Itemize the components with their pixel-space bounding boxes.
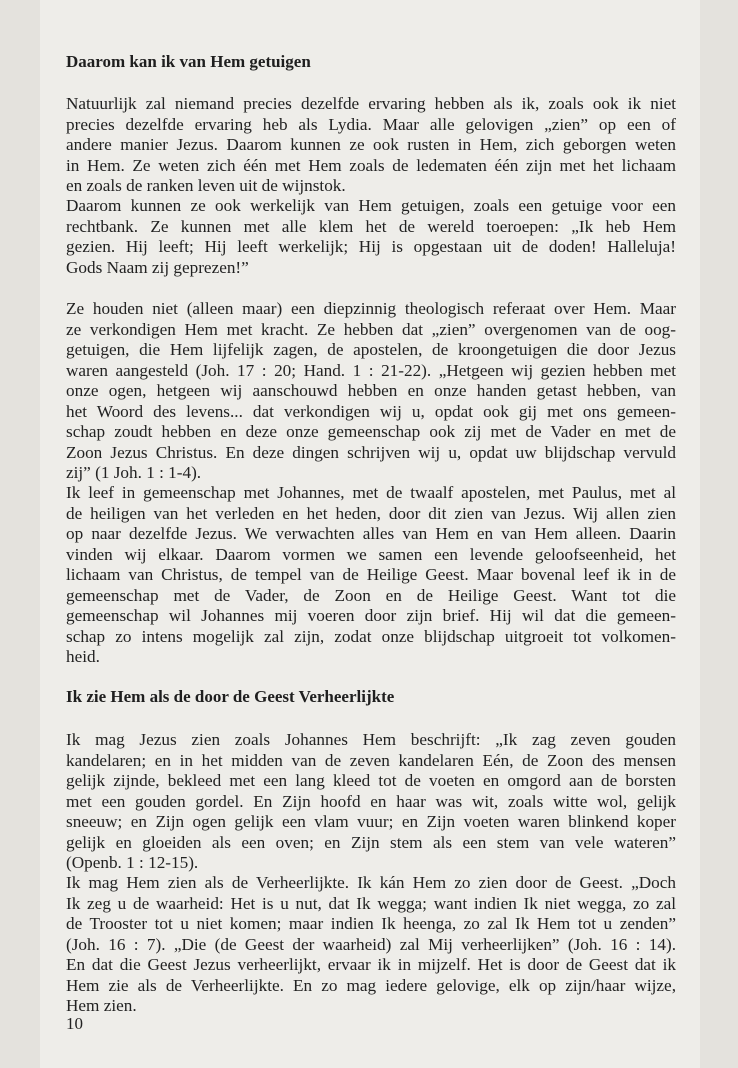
text-line: gezien. Hij leeft; Hij leeft werkelijk; Hij is opgestaan uit de doden! Halleluja! (66, 237, 676, 256)
text-line: precies dezelfde ervaring heb als Lydia. Maar alle gelovigen „zien” op een of (66, 114, 676, 134)
paragraph (66, 299, 676, 484)
section-heading: Daarom kan ik van Hem getuigen (66, 52, 311, 71)
text-line: Ik zeg u de waarheid: Het is u nut, dat Ik wegga; want indien Ik niet wegga, zo zal (66, 893, 676, 913)
paragraph (66, 873, 676, 1017)
text-line: kandelaren; en in het midden van de zeven kandelaren Eén, de Zoon des mensen (66, 750, 676, 770)
text-line: Zoon Jezus Christus. En deze dingen schrijven wij u, opdat uw blijdschap vervuld (66, 442, 676, 462)
paragraph (66, 196, 676, 278)
section-heading: Ik zie Hem als de door de Geest Verheerlijkte (66, 687, 395, 706)
text-line: en zoals de ranken leven uit de wijnstok. (66, 176, 346, 195)
text-line: (Joh. 16 : 7). „Die (de Geest der waarheid) zal Mij verheerlijken” (Joh. 16 : 14). (66, 934, 676, 954)
text-line: onze ogen, hetgeen wij aanschouwd hebben en onze handen getast hebben, van (66, 381, 676, 400)
text-line: in Hem. Ze weten zich één met Hem zoals de ledematen één zijn met het lichaam (66, 155, 676, 175)
text-line: Gods Naam zij geprezen!” (66, 257, 249, 277)
text-line: Ik leef in gemeenschap met Johannes, met de twaalf apostelen, met Paulus, met al (66, 483, 676, 502)
text-line: met een gouden gordel. En Zijn hoofd en haar was wit, zoals witte wol, gelijk (66, 791, 676, 811)
text-line: Hem zie als de Verheerlijkte. En zo mag iedere gelovige, elk op zijn/haar wijze, (66, 975, 676, 995)
text-line: zij” (1 Joh. 1 : 1-4). (66, 463, 202, 482)
text-line: gemeenschap wil Johannes mij voeren door zijn brief. Hij wil dat die gemeen- (66, 606, 676, 625)
paragraph (66, 94, 676, 197)
text-line: gelijk en gloeiden als een oven; en Zijn stem als een stem van vele wateren” (66, 832, 676, 852)
text-line: Daarom kunnen ze ook werkelijk van Hem getuigen, zoals een getuige voor een (66, 196, 676, 215)
text-line: ze verkondigen Hem met kracht. Ze hebben dat „zien” overgenomen van de oog- (66, 319, 676, 339)
text-line: de Trooster tot u niet komen; maar indien Ik heenga, zo zal Ik Hem tot u zenden” (66, 914, 676, 933)
text-line: En dat die Geest Jezus verheerlijkt, ervaar ik in mijzelf. Het is door de Geest dat ik (66, 955, 676, 974)
text-line: rechtbank. Ze kunnen met alle klem het de wereld toeroepen: „Ik heb Hem (66, 216, 676, 236)
text-line: schap zo intens mogelijk zal zijn, zodat onze blijdschap uitgroeit tot volkomen- (66, 626, 676, 646)
page-number: 10 (66, 1014, 83, 1033)
text-line: andere manier Jezus. Daarom kunnen ze ook rusten in Hem, zich geborgen weten (66, 135, 676, 154)
text-line: de heiligen van het verleden en het heden, door dit zien van Jezus. Wij allen zien (66, 503, 676, 523)
text-line: heid. (66, 647, 100, 666)
paragraph (66, 730, 676, 874)
text-line: sneeuw; en Zijn ogen gelijk een vlam vuur; en Zijn voeten waren blinkend koper (66, 812, 676, 831)
text-line: Ik mag Hem zien als de Verheerlijkte. Ik kán Hem zo zien door de Geest. „Doch (66, 873, 676, 892)
text-line: gemeenschap met de Vader, de Zoon en de Heilige Geest. Want tot die (66, 585, 676, 605)
paragraph (66, 483, 676, 668)
text-line: Hem zien. (66, 996, 137, 1015)
text-line: Ik mag Jezus zien zoals Johannes Hem beschrijft: „Ik zag zeven gouden (66, 730, 676, 749)
text-line: gelijk zijnde, bekleed met een lang kleed tot de voeten en omgord aan de borsten (66, 771, 676, 790)
text-line: lichaam van Christus, de tempel van de Heilige Geest. Maar bovenal leef ik in de (66, 565, 676, 584)
text-line: op naar dezelfde Jezus. We verwachten alles van Hem en van Hem alleen. Daarin (66, 524, 676, 543)
text-line: Natuurlijk zal niemand precies dezelfde ervaring hebben als ik, zoals ook ik niet (66, 94, 676, 113)
text-line: vinden wij elkaar. Daarom vormen we samen een levende geloofseenheid, het (66, 544, 676, 564)
text-line: Ze houden niet (alleen maar) een diepzinnig theologisch referaat over Hem. Maar (66, 299, 676, 318)
text-line: het Woord des levens... dat verkondigen wij u, opdat ook gij met ons gemeen- (66, 401, 676, 421)
text-line: getuigen, die Hem lijfelijk zagen, de apostelen, de kroongetuigen die door Jezus (66, 340, 676, 359)
text-line: waren aangesteld (Joh. 17 : 20; Hand. 1 : 21-22). „Hetgeen wij gezien hebben met (66, 360, 676, 380)
text-line: (Openb. 1 : 12-15). (66, 853, 199, 872)
text-line: schap zoudt hebben en deze onze gemeenschap ook zij met de Vader en met de (66, 422, 676, 441)
